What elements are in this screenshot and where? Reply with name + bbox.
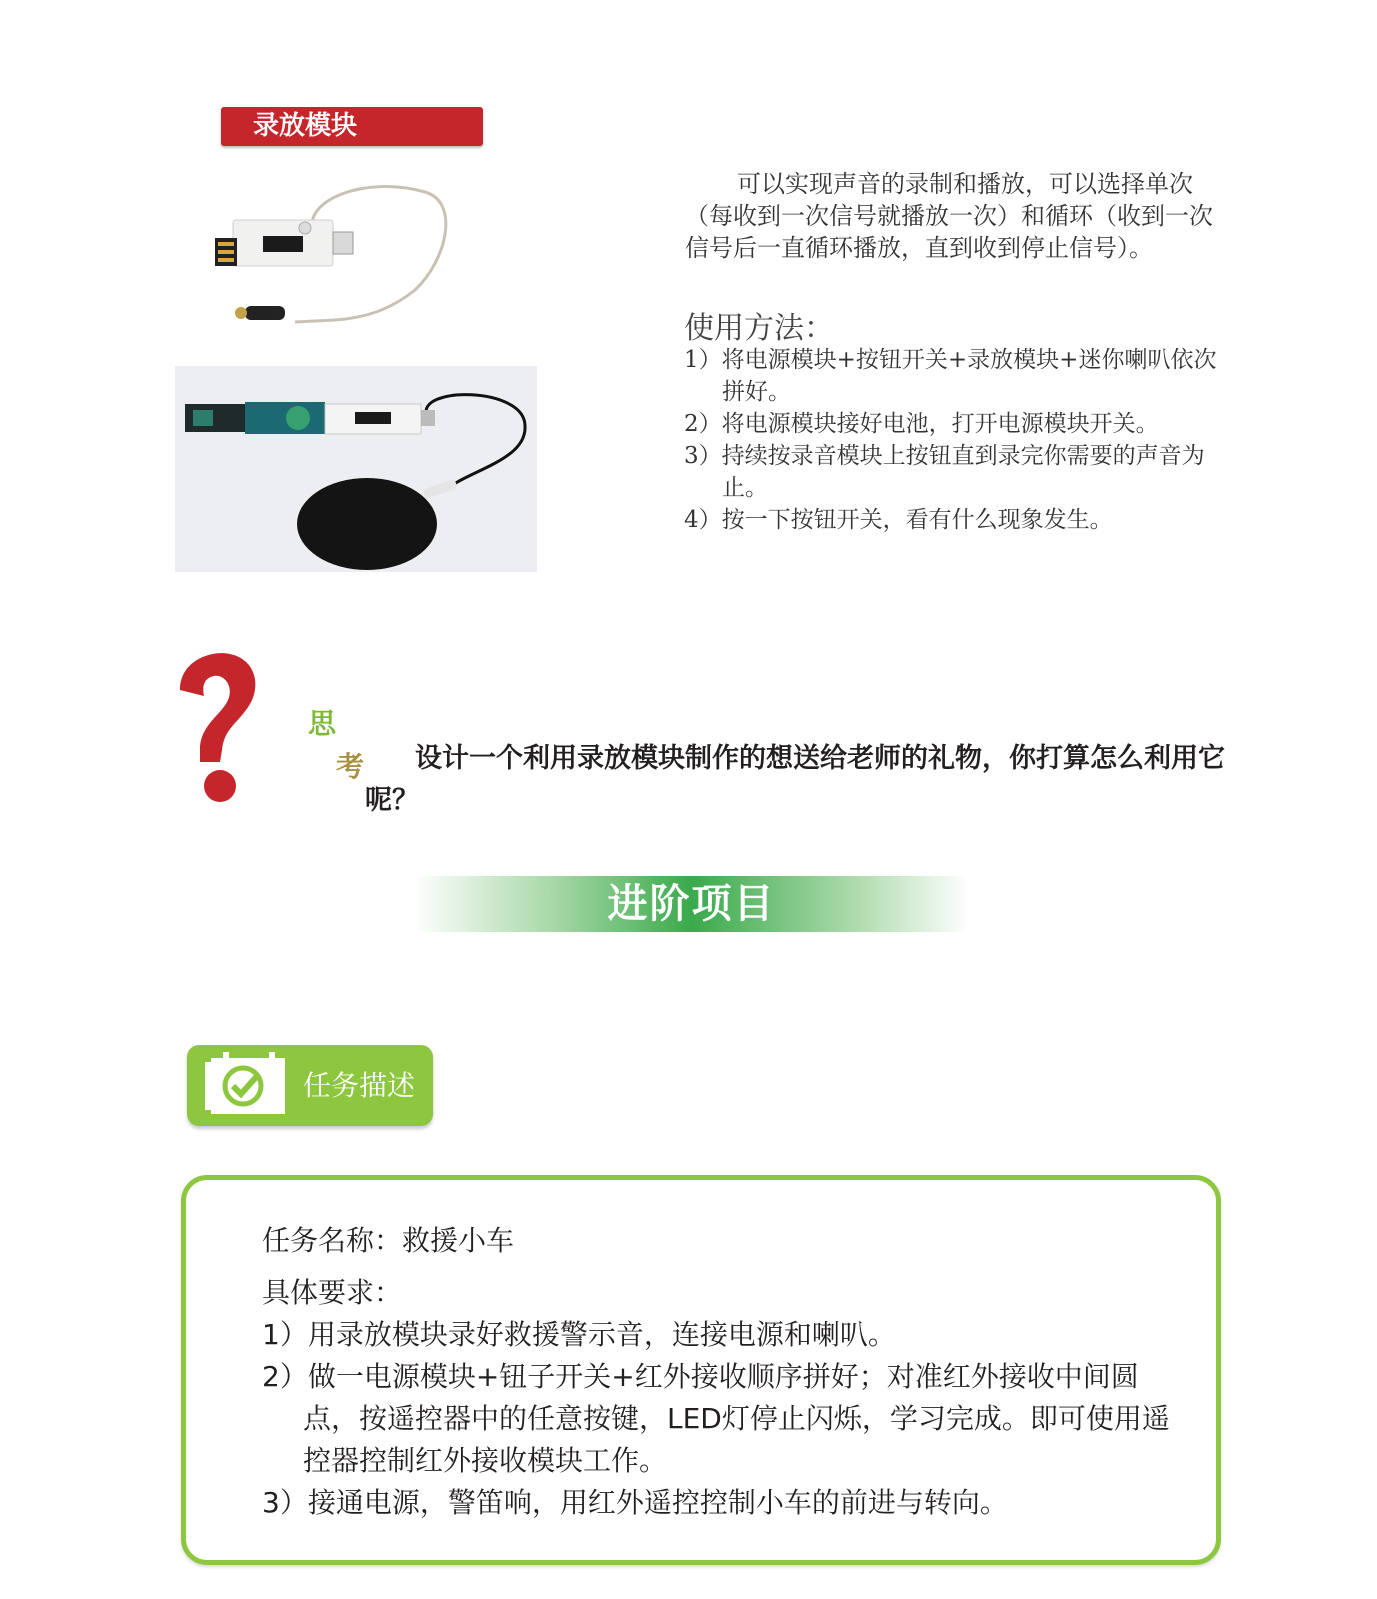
usage-step: 3）持续按录音模块上按钮直到录完你需要的声音为止。 (684, 443, 1205, 501)
requirement-item: 2）做一电源模块+钮子开关+红外接收顺序拼好；对准红外接收中间圆点，按遥控器中的任意按键，LED灯停止闪烁，学习完成。即可使用遥控器控制红外接收模块工作。 (262, 1360, 1170, 1477)
think-question: 设计一个利用录放模块制作的想送给老师的礼物，你打算怎么利用它呢？ (365, 743, 1225, 816)
advanced-project-banner: 进阶项目 (413, 876, 970, 932)
task-name: 任务名称：救援小车 (262, 1224, 515, 1257)
think-char-kao: 考 (336, 750, 365, 783)
assembled-modules-photo (175, 366, 537, 572)
description-text: 可以实现声音的录制和播放，可以选择单次（每收到一次信号就播放一次）和循环（收到一次信号后一直循环播放，直到收到停止信号）。 (685, 170, 1213, 262)
requirements-list (262, 1314, 1192, 1524)
task-content (262, 1220, 1192, 1524)
usage-step: 2）将电源模块接好电池，打开电源模块开关。 (684, 411, 1159, 437)
usage-title: 使用方法： (684, 311, 834, 346)
requirements-title: 具体要求： (262, 1276, 403, 1309)
think-char-si: 思 (308, 707, 337, 740)
recording-module-photo (185, 180, 460, 335)
question-mark-icon (172, 650, 262, 805)
check-icon (205, 1052, 295, 1120)
requirement-item: 1）用录放模块录好救援警示音，连接电源和喇叭。 (262, 1318, 896, 1351)
usage-steps (684, 344, 1224, 536)
requirement-item: 3）接通电源，警笛响，用红外遥控控制小车的前进与转向。 (262, 1486, 1008, 1519)
usage-step: 1）将电源模块+按钮开关+录放模块+迷你喇叭依次拼好。 (684, 347, 1217, 405)
section-title: 录放模块 (221, 107, 483, 146)
usage-step: 4）按一下按钮开关，看有什么现象发生。 (684, 507, 1113, 533)
module-description (685, 168, 1225, 264)
task-badge-label: 任务描述 (303, 1069, 416, 1102)
task-description-badge (187, 1045, 433, 1126)
